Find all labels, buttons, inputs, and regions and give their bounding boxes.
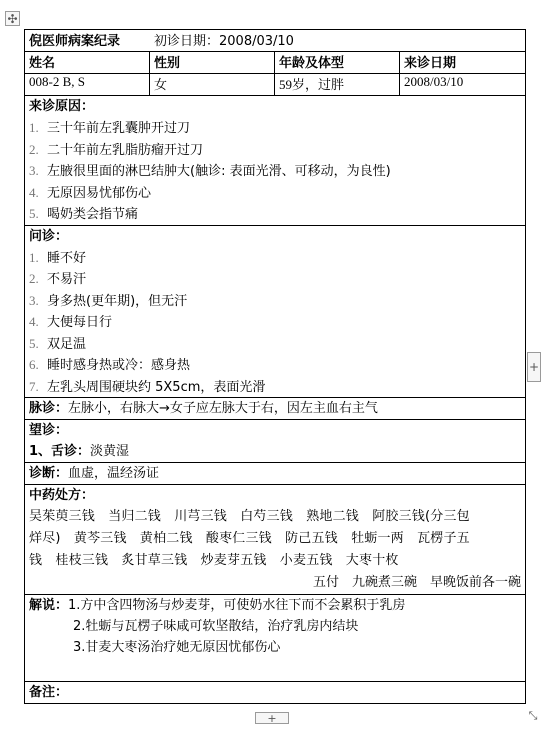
list-item: 6. 睡时感身热或冷：感身热 [29,357,191,373]
observe-section [25,420,526,463]
value-age-build: 59岁，过胖 [275,74,400,96]
pulse-text: 左脉小，右脉大→女子应左脉大于右，因左主血右主气 [68,401,378,416]
reason-section [25,96,526,226]
inquiry-label: 问诊： [29,228,69,244]
explanation-line: 1.方中含四物汤与炒麦芽，可使奶水往下而不会累积于乳房 [68,598,406,613]
list-item: 4. 大便每日行 [29,314,113,330]
move-table-icon[interactable]: ✣ [5,11,20,26]
medical-record-table [24,29,526,704]
prescription-dosage: 五付 九碗煮三碗 早晚饭前各一碗 [313,575,522,590]
pulse-section [25,398,526,420]
list-item: 7. 左乳头周围硬块约 5X5cm，表面光滑 [29,378,266,395]
list-item: 3. 身多热(更年期)，但无汗 [29,292,188,309]
notes-label: 备注： [29,685,69,700]
prescription-label: 中药处方： [29,488,95,503]
header-visit-date: 来诊日期 [400,52,526,74]
notes-section [25,682,526,704]
prescription-line: 吴茱萸三钱 当归二钱 川芎三钱 白芍三钱 熟地二钱 阿胶三钱(分三包 [29,509,470,524]
explanation-line: 2.牡蛎与瓦楞子味咸可软坚散结，治疗乳房内结块 [73,619,359,634]
explanation-line: 3.甘麦大枣汤治疗她无原因忧郁伤心 [73,640,281,655]
value-visit-date: 2008/03/10 [400,74,526,96]
tongue-text: 淡黄湿 [90,444,130,459]
inquiry-list [29,247,521,398]
list-item: 1. 睡不好 [29,249,87,266]
diagnosis-label: 诊断： [29,466,69,481]
add-row-icon[interactable]: + [255,712,289,724]
explanation-label: 解说： [29,598,69,613]
title-cell [25,30,526,52]
explanation-section [25,595,526,682]
value-gender: 女 [150,74,275,96]
reason-label: 来诊原因： [29,99,95,114]
pulse-label: 脉诊： [29,401,69,416]
tongue-label: 1、舌诊： [29,444,91,459]
inquiry-section [25,225,526,398]
header-gender: 性别 [150,52,275,74]
record-title: 倪医师病案纪录 [29,34,121,49]
prescription-line: 烊尽) 黄芩三钱 黄柏二钱 酸枣仁三钱 防己五钱 牡蛎一两 瓦楞子五 [29,531,470,546]
list-item: 5. 喝奶类会指节痛 [29,206,139,222]
first-visit-date: 初诊日期：2008/03/10 [154,34,294,49]
header-name: 姓名 [25,52,150,74]
prescription-line: 钱 桂枝三钱 炙甘草三钱 炒麦芽五钱 小麦五钱 大枣十枚 [29,553,399,568]
list-item: 2. 不易汗 [29,271,87,287]
diagnosis-section [25,463,526,485]
add-column-icon[interactable]: + [527,352,541,382]
observe-label: 望诊： [29,423,69,438]
header-age-build: 年龄及体型 [275,52,400,74]
reason-list [29,117,521,225]
diagnosis-text: 血虚，温经汤证 [68,466,160,481]
list-item: 5. 双足温 [29,335,87,352]
list-item: 4. 无原因易忧郁伤心 [29,184,152,201]
prescription-section [25,485,526,595]
resize-table-icon[interactable]: ⤡ [528,709,538,722]
list-item: 1. 三十年前左乳囊肿开过刀 [29,120,191,136]
value-name: 008-2 B, S [25,74,150,96]
list-item: 3. 左腋很里面的淋巴结肿大(触诊: 表面光滑、可移动，为良性) [29,163,391,179]
list-item: 2. 二十年前左乳脂肪瘤开过刀 [29,141,204,158]
